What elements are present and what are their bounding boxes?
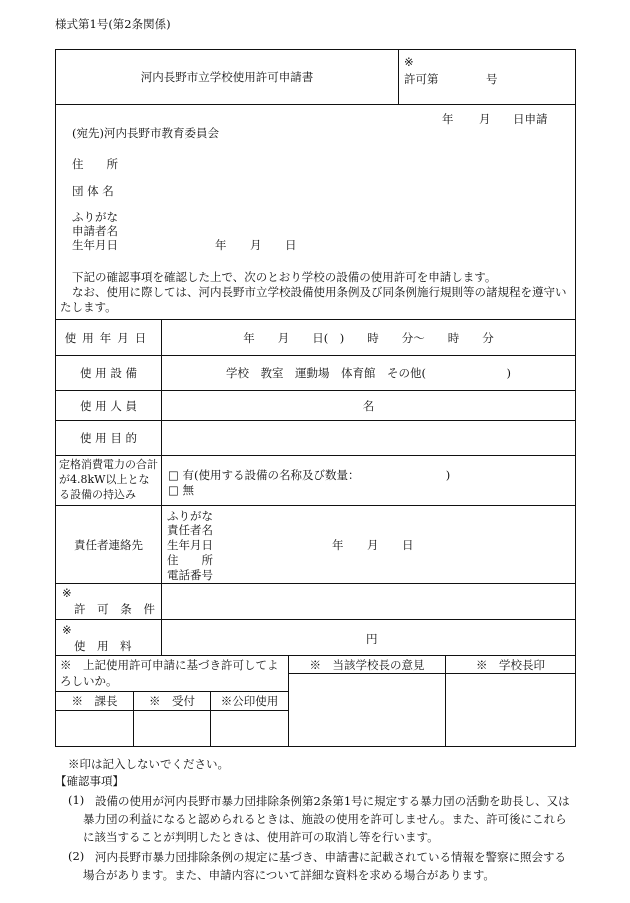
application-date-year-unit: 年 bbox=[442, 112, 454, 126]
address-label: 住 所 bbox=[72, 157, 118, 171]
responsible-furigana-label: ふりがな bbox=[167, 509, 213, 523]
facility-options[interactable]: 学校 教室 運動場 体育館 その他( ) bbox=[226, 366, 511, 380]
responsible-name-label: 責任者名 bbox=[167, 523, 213, 537]
power-label: 定格消費電力の合計が4.8kW以上となる設備の持込み bbox=[59, 458, 158, 501]
responsible-birth-month-unit: 月 bbox=[367, 538, 379, 552]
confirm-item-1-number: (1) bbox=[68, 793, 85, 807]
group-name-field[interactable] bbox=[140, 179, 560, 199]
application-date-day-unit: 日申請 bbox=[513, 112, 548, 126]
conditions-label: 許 可 条 件 bbox=[74, 602, 159, 616]
confirm-item-1-line-1: 設備の使用が河内長野市暴力団排除条例第2条第1号に規定する暴力団の活動を助長し、又は bbox=[95, 794, 570, 808]
purpose-field[interactable] bbox=[162, 421, 575, 455]
responsible-birth-year-unit: 年 bbox=[332, 538, 344, 552]
responsible-birth-label: 生年月日 bbox=[167, 538, 213, 552]
fee-mark: ※ bbox=[62, 623, 72, 637]
applicant-birth-label: 生年月日 bbox=[72, 238, 118, 252]
applicant-name-field[interactable] bbox=[140, 220, 560, 236]
permit-mark: ※ bbox=[404, 55, 414, 69]
conditions-field bbox=[162, 584, 575, 619]
purpose-label: 使 用 目 的 bbox=[80, 431, 137, 445]
approval-question: ※ 上記使用許可申請に基づき許可してよろしいか。 bbox=[60, 658, 279, 688]
principal-opinion-header: ※ 当該学校長の意見 bbox=[309, 657, 425, 672]
responsible-birth-day-unit: 日 bbox=[402, 538, 414, 552]
use-date-label: 使用年月日 bbox=[64, 330, 153, 345]
people-count-field[interactable]: 名 bbox=[362, 398, 375, 413]
confirm-heading: 【確認事項】 bbox=[55, 774, 124, 788]
declaration-line-1: 下記の確認事項を確認した上で、次のとおり学校の設備の使用許可を申請します。 bbox=[72, 270, 497, 284]
confirm-item-2-line-2: 場合があります。また、申請内容について詳細な資料を求める場合があります。 bbox=[83, 868, 495, 882]
application-date-month-unit: 月 bbox=[479, 112, 491, 126]
power-yes-checkbox[interactable]: □ 有(使用する設備の名称及び数量： ) bbox=[168, 468, 451, 482]
declaration-line-2: なお、使用に際しては、河内長野市立学校設備使用条例及び同条例施行規則等の諸規程を遵守い bbox=[72, 285, 567, 299]
form-title: 河内長野市立学校使用許可申請書 bbox=[140, 70, 314, 84]
confirm-item-2-number: (2) bbox=[68, 849, 85, 863]
confirm-item-1-line-2: 暴力団の利益になると認められるときは、施設の使用を許可しません。また、許可後にこれら bbox=[83, 812, 567, 826]
use-date-field[interactable]: 年 月 日( ) 時 分〜 時 分 bbox=[243, 330, 494, 345]
group-name-label: 団 体 名 bbox=[72, 184, 114, 198]
addressee: (宛先)河内長野市教育委員会 bbox=[72, 126, 219, 140]
birth-year-unit: 年 bbox=[215, 238, 227, 252]
permit-number-label: 許可第 bbox=[404, 72, 439, 86]
birth-month-unit: 月 bbox=[250, 238, 262, 252]
applicant-name-label: 申請者名 bbox=[72, 224, 118, 238]
birth-day-unit: 日 bbox=[285, 238, 297, 252]
responsible-phone-label: 電話番号 bbox=[167, 568, 213, 582]
people-count-label: 使 用 人 員 bbox=[80, 398, 137, 413]
reception-stamp-header: ※ 受付 bbox=[149, 694, 195, 708]
conditions-mark: ※ bbox=[62, 586, 72, 600]
declaration-line-3: たします。 bbox=[60, 300, 117, 314]
permit-number-suffix: 号 bbox=[486, 72, 498, 86]
form-number-label: 様式第1号(第2条関係) bbox=[55, 17, 171, 31]
confirm-item-2-line-1: 河内長野市暴力団排除条例の規定に基づき、申請書に記載されている情報を警察に照会する bbox=[95, 850, 567, 864]
confirm-item-1-line-3: に該当することが判明したときは、使用許可の取消し等を行います。 bbox=[83, 830, 439, 844]
applicant-furigana-label: ふりがな bbox=[72, 210, 118, 224]
power-no-checkbox[interactable]: □ 無 bbox=[168, 483, 195, 497]
fee-unit: 円 bbox=[366, 632, 378, 646]
note-no-fill: ※印は記入しないでください。 bbox=[68, 757, 229, 771]
responsible-address-label: 住 所 bbox=[167, 553, 213, 567]
fee-label: 使 用 料 bbox=[74, 639, 132, 653]
seal-use-header: ※公印使用 bbox=[220, 694, 279, 708]
permit-number-field[interactable] bbox=[462, 71, 484, 85]
principal-seal-header: ※ 学校長印 bbox=[476, 657, 545, 672]
facility-label: 使 用 設 備 bbox=[80, 366, 137, 380]
responsible-contact-field[interactable] bbox=[225, 506, 570, 582]
applicant-address-field[interactable] bbox=[140, 152, 560, 172]
responsible-contact-label: 責任者連絡先 bbox=[74, 537, 143, 552]
chief-stamp-header: ※ 課長 bbox=[71, 694, 118, 708]
